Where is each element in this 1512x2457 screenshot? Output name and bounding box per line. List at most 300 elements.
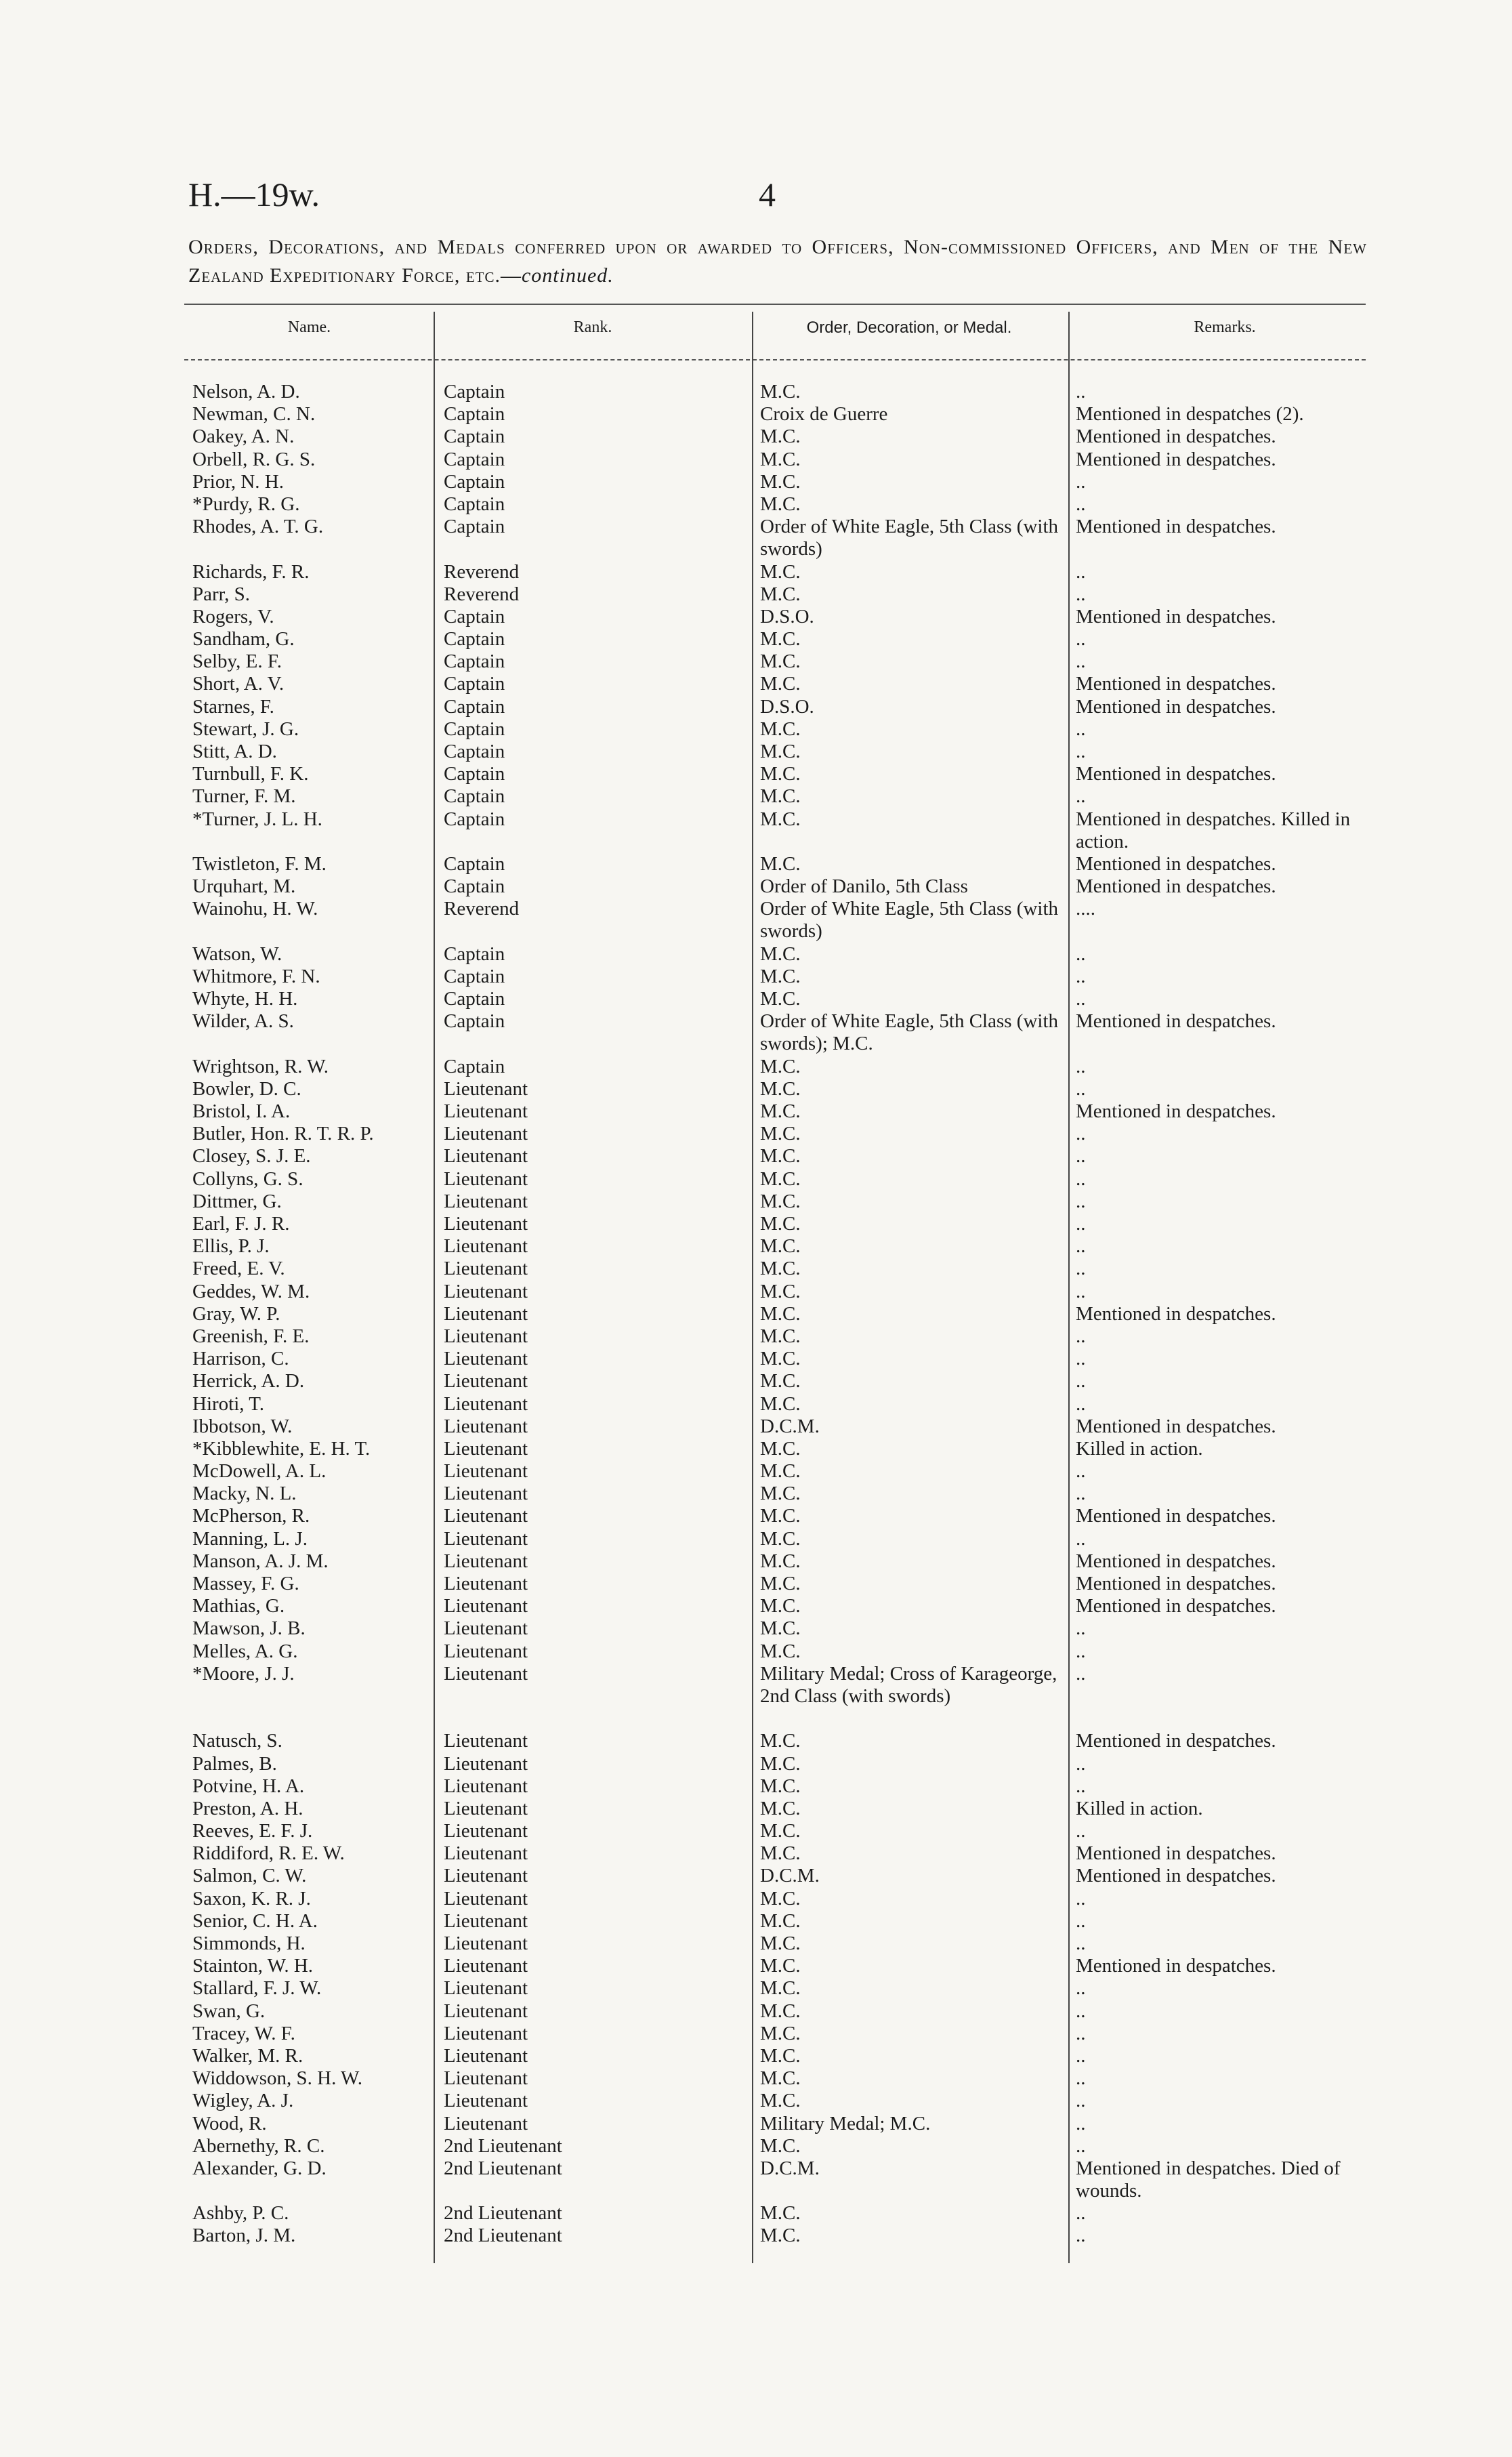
table-row: [0, 381, 1512, 403]
remarks-cell: ..: [1076, 1392, 1086, 1415]
name-cell: Greenish, F. E.: [192, 1325, 310, 1347]
rank-cell: Lieutenant: [444, 1437, 528, 1460]
rank-cell: Lieutenant: [444, 1933, 528, 1955]
award-cell: M.C.: [760, 2202, 801, 2225]
remarks-cell: ..: [1076, 2022, 1086, 2044]
rank-cell: Captain: [444, 426, 505, 448]
award-cell: M.C.: [760, 1909, 801, 1932]
table-row: [0, 493, 1512, 516]
name-cell: Newman, C. N.: [192, 403, 316, 426]
table-row: [0, 718, 1512, 741]
remarks-cell: ..: [1076, 1325, 1086, 1347]
table-row: [0, 1370, 1512, 1392]
rank-cell: Lieutenant: [444, 1100, 528, 1123]
name-cell: Wilder, A. S.: [192, 1010, 294, 1033]
remarks-cell: Mentioned in despatches.: [1076, 605, 1276, 627]
table-row: [0, 1348, 1512, 1370]
remarks-cell: ..: [1076, 785, 1086, 808]
table-row: [0, 1235, 1512, 1258]
rank-cell: Lieutenant: [444, 1820, 528, 1842]
remarks-cell: ..: [1076, 2202, 1086, 2225]
name-cell: Closey, S. J. E.: [192, 1145, 311, 1168]
table-row: [0, 1213, 1512, 1235]
rank-cell: Captain: [444, 381, 505, 402]
table-row: [0, 2135, 1512, 2157]
table-row: [0, 561, 1512, 583]
name-cell: Wigley, A. J.: [192, 2090, 294, 2112]
rank-cell: 2nd Lieutenant: [444, 2225, 562, 2247]
award-cell: M.C.: [760, 1077, 801, 1100]
table-row: [0, 1100, 1512, 1123]
table-row: [0, 1460, 1512, 1483]
name-cell: Starnes, F.: [192, 695, 274, 718]
name-cell: Earl, F. J. R.: [192, 1213, 290, 1235]
column-header-award: Order, Decoration, or Medal.: [806, 318, 1012, 337]
award-cell: Military Medal; M.C.: [760, 2112, 931, 2134]
remarks-cell: ..: [1076, 1460, 1086, 1483]
remarks-cell: ..: [1076, 988, 1086, 1010]
title-continued: continued.: [521, 264, 614, 287]
remarks-cell: ..: [1076, 1168, 1086, 1190]
remarks-cell: ..: [1076, 1145, 1086, 1168]
remarks-cell: Mentioned in despatches.: [1076, 1415, 1276, 1437]
table-row: [0, 875, 1512, 898]
rank-cell: Lieutenant: [444, 1977, 528, 2000]
award-cell: M.C.: [760, 2044, 801, 2067]
awards-table: [0, 381, 1512, 2248]
remarks-cell: ..: [1076, 560, 1086, 583]
name-cell: Barton, J. M.: [192, 2225, 296, 2247]
name-cell: Mawson, J. B.: [192, 1617, 306, 1640]
award-cell: M.C.: [760, 2022, 801, 2044]
rank-cell: Captain: [444, 470, 505, 493]
table-row: [0, 1753, 1512, 1775]
name-cell: Natusch, S.: [192, 1730, 282, 1752]
award-cell: M.C.: [760, 1145, 801, 1168]
award-cell: M.C.: [760, 965, 801, 987]
award-cell: M.C.: [760, 1280, 801, 1302]
name-cell: Widdowson, S. H. W.: [192, 2067, 363, 2090]
rank-cell: Lieutenant: [444, 1280, 528, 1302]
award-cell: M.C.: [760, 1325, 801, 1347]
name-cell: Bowler, D. C.: [192, 1077, 301, 1100]
remarks-cell: ..: [1076, 1887, 1086, 1909]
rank-cell: Lieutenant: [444, 2000, 528, 2022]
rank-cell: Captain: [444, 493, 505, 515]
column-header-rank: Rank.: [573, 318, 612, 336]
table-row: [0, 1798, 1512, 1820]
award-cell: Order of Danilo, 5th Class: [760, 875, 968, 898]
rank-cell: Captain: [444, 1055, 505, 1077]
award-cell: D.C.M.: [760, 1865, 820, 1887]
remarks-cell: ..: [1076, 2134, 1086, 2157]
award-cell: M.C.: [760, 2000, 801, 2022]
award-cell: Military Medal; Cross of Karageorge, 2nd Class (with swords): [760, 1662, 1057, 1707]
remarks-cell: ..: [1076, 1527, 1086, 1550]
table-row: [0, 1573, 1512, 1595]
remarks-cell: ..: [1076, 741, 1086, 763]
table-row: [0, 1640, 1512, 1663]
page-number: 4: [759, 176, 776, 213]
remarks-cell: ..: [1076, 583, 1086, 605]
name-cell: Palmes, B.: [192, 1752, 277, 1775]
award-cell: M.C.: [760, 1887, 801, 1909]
header-bottom-rule: [184, 359, 1366, 360]
award-cell: M.C.: [760, 1775, 801, 1797]
remarks-cell: Mentioned in despatches.: [1076, 1573, 1276, 1594]
name-cell: Melles, A. G.: [192, 1640, 298, 1662]
award-cell: M.C.: [760, 1505, 801, 1527]
award-cell: M.C.: [760, 2134, 801, 2157]
rank-cell: Captain: [444, 695, 505, 718]
table-row: [0, 1056, 1512, 1078]
rank-cell: Lieutenant: [444, 1077, 528, 1100]
remarks-cell: ..: [1076, 1055, 1086, 1077]
award-cell: M.C.: [760, 1550, 801, 1572]
award-cell: M.C.: [760, 1617, 801, 1640]
rank-cell: Lieutenant: [444, 2044, 528, 2067]
award-cell: M.C.: [760, 1842, 801, 1865]
remarks-cell: ..: [1076, 1820, 1086, 1842]
remarks-cell: Mentioned in despatches.: [1076, 1505, 1276, 1527]
rank-cell: Lieutenant: [444, 1640, 528, 1662]
remarks-cell: ..: [1076, 1933, 1086, 1955]
table-row: [0, 1281, 1512, 1303]
rank-cell: Captain: [444, 852, 505, 875]
rank-cell: Lieutenant: [444, 1392, 528, 1415]
name-cell: Ibbotson, W.: [192, 1415, 293, 1437]
rank-cell: Lieutenant: [444, 1325, 528, 1347]
name-cell: Rogers, V.: [192, 605, 274, 627]
award-cell: Croix de Guerre: [760, 403, 888, 426]
remarks-cell: Mentioned in despatches.: [1076, 695, 1276, 718]
table-row: [0, 1145, 1512, 1168]
name-cell: Alexander, G. D.: [192, 2157, 327, 2179]
award-cell: M.C.: [760, 426, 801, 448]
rank-cell: Lieutenant: [444, 2090, 528, 2112]
rank-cell: Lieutenant: [444, 2067, 528, 2090]
remarks-cell: ..: [1076, 1235, 1086, 1258]
remarks-cell: Mentioned in despatches.: [1076, 1100, 1276, 1123]
remarks-cell: ..: [1076, 493, 1086, 515]
name-cell: Stitt, A. D.: [192, 741, 277, 763]
table-row: [0, 2113, 1512, 2135]
name-cell: Wrightson, R. W.: [192, 1055, 329, 1077]
award-cell: M.C.: [760, 718, 801, 740]
rank-cell: Lieutenant: [444, 1595, 528, 1617]
table-row: [0, 2157, 1512, 2202]
remarks-cell: Mentioned in despatches (2).: [1076, 403, 1304, 426]
name-cell: Prior, N. H.: [192, 470, 284, 493]
remarks-cell: Mentioned in despatches.: [1076, 1302, 1276, 1325]
remarks-cell: ..: [1076, 1662, 1086, 1685]
remarks-cell: Mentioned in despatches.: [1076, 1955, 1276, 1977]
remarks-cell: Mentioned in despatches.: [1076, 875, 1276, 898]
table-row: [0, 1325, 1512, 1348]
rank-cell: Lieutenant: [444, 1348, 528, 1370]
table-row: [0, 673, 1512, 695]
name-cell: Rhodes, A. T. G.: [192, 516, 324, 538]
table-row: [0, 1191, 1512, 1213]
rank-cell: Lieutenant: [444, 1235, 528, 1258]
rank-cell: Lieutenant: [444, 1460, 528, 1483]
award-cell: M.C.: [760, 1573, 801, 1594]
rank-cell: Lieutenant: [444, 1527, 528, 1550]
name-cell: Stewart, J. G.: [192, 718, 299, 740]
name-cell: Geddes, W. M.: [192, 1280, 310, 1302]
table-row: [0, 583, 1512, 606]
table-row: [0, 1730, 1512, 1752]
table-row: [0, 1595, 1512, 1617]
name-cell: Whitmore, F. N.: [192, 965, 320, 987]
rank-cell: Lieutenant: [444, 1505, 528, 1527]
remarks-cell: ..: [1076, 718, 1086, 740]
remarks-cell: ..: [1076, 628, 1086, 651]
award-cell: M.C.: [760, 1460, 801, 1483]
name-cell: Herrick, A. D.: [192, 1370, 305, 1392]
award-cell: M.C.: [760, 381, 801, 402]
table-row: [0, 516, 1512, 560]
table-row: [0, 1010, 1512, 1055]
table-row: [0, 808, 1512, 853]
rank-cell: Captain: [444, 605, 505, 627]
remarks-cell: ..: [1076, 651, 1086, 673]
name-cell: Potvine, H. A.: [192, 1775, 305, 1797]
table-row: [0, 449, 1512, 471]
name-cell: Bristol, I. A.: [192, 1100, 291, 1123]
award-cell: M.C.: [760, 1483, 801, 1505]
rank-cell: Lieutenant: [444, 1909, 528, 1932]
name-cell: Parr, S.: [192, 583, 251, 605]
name-cell: Freed, E. V.: [192, 1258, 285, 1280]
document-title: [188, 233, 1367, 290]
table-row: [0, 2202, 1512, 2225]
award-cell: D.S.O.: [760, 695, 814, 718]
award-cell: M.C.: [760, 1752, 801, 1775]
remarks-cell: ..: [1076, 381, 1086, 402]
rank-cell: Lieutenant: [444, 2022, 528, 2044]
rank-cell: 2nd Lieutenant: [444, 2134, 562, 2157]
rank-cell: Lieutenant: [444, 1302, 528, 1325]
table-row: [0, 426, 1512, 448]
table-row: [0, 1933, 1512, 1955]
table-row: [0, 966, 1512, 988]
table-row: [0, 1820, 1512, 1842]
award-cell: M.C.: [760, 1527, 801, 1550]
award-cell: M.C.: [760, 1235, 801, 1258]
table-row: [0, 988, 1512, 1010]
remarks-cell: Mentioned in despatches.: [1076, 1595, 1276, 1617]
rank-cell: Reverend: [444, 898, 520, 920]
award-cell: M.C.: [760, 943, 801, 965]
column-header-remarks: Remarks.: [1194, 318, 1256, 336]
remarks-cell: ..: [1076, 2225, 1086, 2247]
award-cell: M.C.: [760, 1955, 801, 1977]
table-row: [0, 763, 1512, 785]
rank-cell: Lieutenant: [444, 1865, 528, 1887]
award-cell: D.C.M.: [760, 2157, 820, 2179]
award-cell: M.C.: [760, 1392, 801, 1415]
table-row: [0, 1910, 1512, 1933]
name-cell: Riddiford, R. E. W.: [192, 1842, 345, 1865]
rank-cell: Lieutenant: [444, 1842, 528, 1865]
rank-cell: Captain: [444, 808, 505, 830]
rank-cell: Captain: [444, 448, 505, 470]
award-cell: M.C.: [760, 470, 801, 493]
rank-cell: Captain: [444, 673, 505, 695]
rank-cell: Captain: [444, 741, 505, 763]
award-cell: M.C.: [760, 2067, 801, 2090]
header-top-rule: [184, 304, 1366, 305]
remarks-cell: ..: [1076, 1123, 1086, 1145]
award-cell: M.C.: [760, 1348, 801, 1370]
name-cell: Selby, E. F.: [192, 651, 282, 673]
remarks-cell: Mentioned in despatches.: [1076, 1010, 1276, 1033]
award-cell: M.C.: [760, 1168, 801, 1190]
rank-cell: 2nd Lieutenant: [444, 2202, 562, 2225]
award-cell: Order of White Eagle, 5th Class (with swords): [760, 898, 1058, 943]
name-cell: Turnbull, F. K.: [192, 763, 309, 785]
award-cell: M.C.: [760, 1258, 801, 1280]
table-row: [0, 2045, 1512, 2067]
remarks-cell: Mentioned in despatches.: [1076, 1550, 1276, 1572]
name-cell: Harrison, C.: [192, 1348, 289, 1370]
rank-cell: 2nd Lieutenant: [444, 2157, 562, 2179]
name-cell: Manson, A. J. M.: [192, 1550, 329, 1572]
rank-cell: Lieutenant: [444, 1123, 528, 1145]
name-cell: Turner, F. M.: [192, 785, 296, 808]
remarks-cell: Mentioned in despatches.: [1076, 673, 1276, 695]
remarks-cell: Killed in action.: [1076, 1437, 1203, 1460]
name-cell: McDowell, A. L.: [192, 1460, 327, 1483]
name-cell: Stainton, W. H.: [192, 1955, 314, 1977]
page-id: H.—19w.: [188, 176, 320, 213]
table-row: [0, 2000, 1512, 2023]
table-row: [0, 785, 1512, 808]
award-cell: Order of White Eagle, 5th Class (with swords); M.C.: [760, 1010, 1058, 1055]
remarks-cell: ..: [1076, 1752, 1086, 1775]
table-row: [0, 2067, 1512, 2090]
award-cell: M.C.: [760, 1190, 801, 1212]
name-cell: Butler, Hon. R. T. R. P.: [192, 1123, 374, 1145]
award-cell: M.C.: [760, 852, 801, 875]
remarks-cell: ..: [1076, 470, 1086, 493]
name-cell: Watson, W.: [192, 943, 282, 965]
name-cell: Urquhart, M.: [192, 875, 296, 898]
rank-cell: Lieutenant: [444, 1258, 528, 1280]
rank-cell: Lieutenant: [444, 1955, 528, 1977]
name-cell: Ashby, P. C.: [192, 2202, 289, 2225]
award-cell: M.C.: [760, 583, 801, 605]
title-text: Orders, Decorations, and Medals conferred upon or awarded to Officers, Non-commissioned Officers, and Men of the New Zealand Expeditionary Force, etc.—: [188, 236, 1367, 287]
name-cell: Wainohu, H. W.: [192, 898, 318, 920]
award-cell: M.C.: [760, 1370, 801, 1392]
remarks-cell: ..: [1076, 1483, 1086, 1505]
remarks-cell: ..: [1076, 1213, 1086, 1235]
name-cell: Nelson, A. D.: [192, 381, 300, 402]
remarks-cell: Killed in action.: [1076, 1797, 1203, 1819]
table-row: [0, 651, 1512, 673]
rank-cell: Lieutenant: [444, 1168, 528, 1190]
award-cell: M.C.: [760, 2225, 801, 2247]
remarks-cell: ..: [1076, 943, 1086, 965]
remarks-cell: ..: [1076, 1190, 1086, 1212]
table-row: [0, 606, 1512, 628]
name-cell: Walker, M. R.: [192, 2044, 303, 2067]
table-row: [0, 1168, 1512, 1191]
award-cell: M.C.: [760, 1933, 801, 1955]
rank-cell: Lieutenant: [444, 1483, 528, 1505]
table-row: [0, 1617, 1512, 1640]
award-cell: M.C.: [760, 651, 801, 673]
award-cell: D.C.M.: [760, 1415, 820, 1437]
rank-cell: Lieutenant: [444, 1797, 528, 1819]
award-cell: M.C.: [760, 1123, 801, 1145]
rank-cell: Captain: [444, 763, 505, 785]
award-cell: M.C.: [760, 988, 801, 1010]
award-cell: M.C.: [760, 673, 801, 695]
award-cell: M.C.: [760, 1797, 801, 1819]
table-row: [0, 853, 1512, 875]
table-row: [0, 1977, 1512, 2000]
name-cell: Orbell, R. G. S.: [192, 448, 316, 470]
award-cell: M.C.: [760, 808, 801, 830]
remarks-cell: ..: [1076, 2067, 1086, 2090]
table-row: [0, 1303, 1512, 1325]
remarks-cell: ..: [1076, 2044, 1086, 2067]
remarks-cell: ..: [1076, 1348, 1086, 1370]
name-cell: Swan, G.: [192, 2000, 266, 2022]
remarks-cell: ..: [1076, 2112, 1086, 2134]
remarks-cell: Mentioned in despatches.: [1076, 448, 1276, 470]
remarks-cell: ..: [1076, 1775, 1086, 1797]
remarks-cell: ..: [1076, 1258, 1086, 1280]
award-cell: M.C.: [760, 785, 801, 808]
name-cell: Ellis, P. J.: [192, 1235, 270, 1258]
award-cell: M.C.: [760, 1977, 801, 2000]
rank-cell: Lieutenant: [444, 1190, 528, 1212]
award-cell: M.C.: [760, 1100, 801, 1123]
rank-cell: Captain: [444, 988, 505, 1010]
award-cell: M.C.: [760, 1055, 801, 1077]
award-cell: M.C.: [760, 1820, 801, 1842]
table-row: [0, 2090, 1512, 2112]
remarks-cell: ..: [1076, 965, 1086, 987]
award-cell: M.C.: [760, 560, 801, 583]
rank-cell: Lieutenant: [444, 1887, 528, 1909]
rank-cell: Lieutenant: [444, 1662, 528, 1685]
rank-cell: Lieutenant: [444, 1370, 528, 1392]
remarks-cell: Mentioned in despatches.: [1076, 1865, 1276, 1887]
remarks-cell: ..: [1076, 2000, 1086, 2022]
award-cell: M.C.: [760, 1302, 801, 1325]
name-cell: Hiroti, T.: [192, 1392, 265, 1415]
name-cell: Gray, W. P.: [192, 1302, 280, 1325]
name-cell: Short, A. V.: [192, 673, 285, 695]
name-cell: Wood, R.: [192, 2112, 267, 2134]
table-row: [0, 628, 1512, 651]
remarks-cell: Mentioned in despatches.: [1076, 1842, 1276, 1865]
rank-cell: Lieutenant: [444, 1213, 528, 1235]
name-cell: Richards, F. R.: [192, 560, 310, 583]
name-cell: Reeves, E. F. J.: [192, 1820, 313, 1842]
table-row: [0, 1955, 1512, 1977]
rank-cell: Captain: [444, 965, 505, 987]
table-row: [0, 696, 1512, 718]
rank-cell: Lieutenant: [444, 1617, 528, 1640]
name-cell: *Purdy, R. G.: [192, 493, 300, 515]
name-cell: Abernethy, R. C.: [192, 2134, 325, 2157]
